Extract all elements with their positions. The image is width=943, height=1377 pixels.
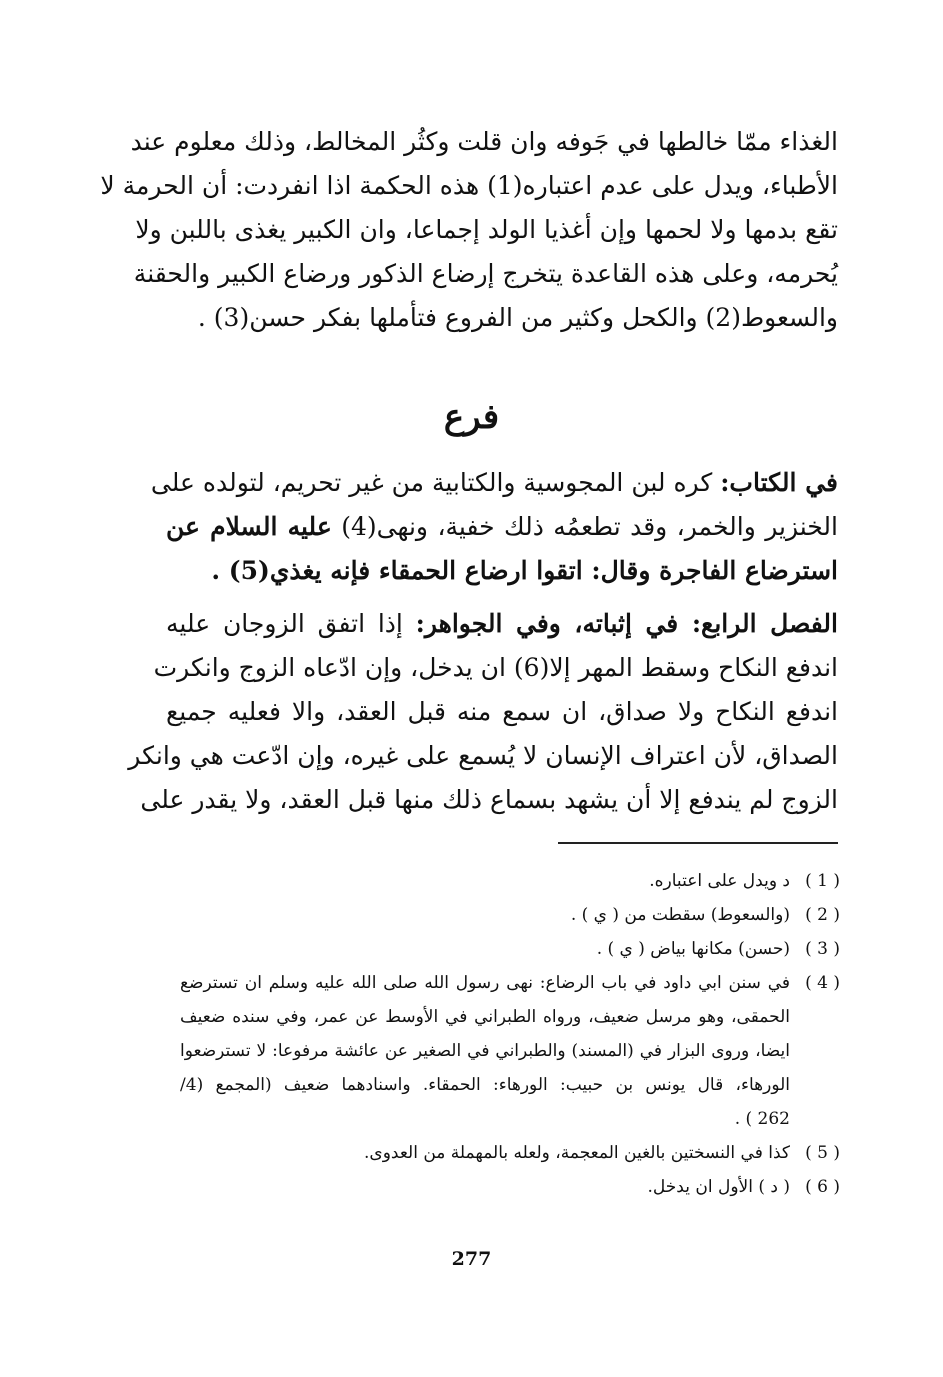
footnote-text — [180, 1170, 790, 1204]
line-text: كره لبن المجوسية والكتابية من غير تحريم، لتولده على — [150, 468, 721, 497]
footnote-text — [180, 932, 790, 966]
footnote-number: ( 6 ) — [805, 1177, 840, 1197]
paragraph-line: اندفع النكاح وسقط المهر إلا(6) ان يدخل، وإن ادّعاه الزوج وانكرت — [153, 653, 838, 682]
page-number: 277 — [451, 1248, 492, 1270]
footnotes — [180, 864, 840, 1204]
footnote-line: د ويدل على اعتباره. — [649, 871, 790, 891]
footnote-line: كذا في النسختين بالغين المعجمة، ولعله بالمهملة من العدوى. — [364, 1143, 790, 1163]
footnote-text — [180, 1136, 790, 1170]
footnote-divider — [558, 842, 838, 844]
paragraph-2 — [150, 461, 838, 593]
footnote-4 — [180, 966, 840, 1136]
footnote-number: ( 1 ) — [805, 871, 840, 891]
paragraph-line: يُحرمه، وعلى هذه القاعدة يتخرج إرضاع الذكور ورضاع الكبير والحقنة — [133, 259, 838, 288]
paragraph-1 — [100, 120, 838, 340]
footnote-line: 262 ) . — [734, 1109, 790, 1129]
footnote-line: الحمقى، وهو مرسل ضعيف، ورواه الطبراني في الأوسط عن عمر، وفي سنده ضعيف — [180, 1007, 790, 1027]
footnote-line: في سنن ابي داود في باب الرضاع: نهى رسول الله صلى الله عليه وسلم ان تسترضع — [180, 973, 790, 993]
paragraph-line: اندفع النكاح ولا صداق، ان سمع منه قبل العقد، والا فعليه جميع — [166, 697, 838, 726]
paragraph-line: والسعوط(2) والكحل وكثير من الفروع فتأملها بفكر حسن(3) . — [197, 303, 838, 332]
bold-lead: الفصل الرابع: في إثباته، وفي الجواهر: — [415, 609, 838, 638]
footnote-6 — [180, 1170, 840, 1204]
paragraph-3 — [128, 602, 838, 822]
paragraph-line: الأطباء، ويدل على عدم اعتباره(1) هذه الحكمة اذا انفردت: أن الحرمة لا — [100, 171, 838, 200]
footnote-number: ( 2 ) — [805, 905, 840, 925]
paragraph-line: استرضاع الفاجرة وقال: اتقوا ارضاع الحمقاء فإنه يغذي(5) . — [211, 556, 838, 585]
footnote-1 — [180, 864, 840, 898]
footnote-text — [180, 966, 790, 1136]
footnote-text — [180, 864, 790, 898]
footnote-3 — [180, 932, 840, 966]
bold-phrase: عليه السلام عن — [166, 512, 332, 541]
line-text: إذا اتفق الزوجان عليه — [166, 609, 416, 638]
footnote-number: ( 5 ) — [805, 1143, 840, 1163]
footnote-line: (حسن) مكانها بياض ( ي ) . — [596, 939, 790, 959]
footnote-line: ايضا، وروى البزار في (المسند) والطبراني في الصغير عن عائشة مرفوعا: لا تسترضعوا — [180, 1041, 790, 1061]
footnote-text — [180, 898, 790, 932]
section-heading: فرع — [443, 397, 500, 437]
bold-lead: في الكتاب: — [720, 468, 838, 497]
footnote-number: ( 4 ) — [805, 973, 840, 993]
footnote-line: ( د ) الأول ان يدخل. — [647, 1177, 790, 1197]
paragraph-line: الصداق، لأن اعتراف الإنسان لا يُسمع على غيره، وإن ادّعت هي وانكر — [128, 741, 838, 770]
paragraph-line: الزوج لم يندفع إلا أن يشهد بسماع ذلك منها قبل العقد، ولا يقدر على — [140, 785, 838, 814]
paragraph-line — [166, 505, 838, 549]
footnote-5 — [180, 1136, 840, 1170]
footnote-line: (والسعوط) سقطت من ( ي ) . — [570, 905, 790, 925]
footnote-line: الورهاء، قال يونس بن حبيب: الورهاء: الحمقاء. واسنادهما ضعيف (المجمع (4/ — [180, 1075, 791, 1095]
line-text: الخنزير والخمر، وقد تطعمُه ذلك خفية، ونهى(4) — [331, 512, 838, 541]
footnote-number: ( 3 ) — [805, 939, 840, 959]
paragraph-line: تقع بدمها ولا لحمها وإن أغذيا الولد إجماعا، وان الكبير يغذى باللبن ولا — [135, 215, 838, 244]
paragraph-line: الغذاء ممّا خالطها في جَوفه وان قلت وكثُر المخالط، وذلك معلوم عند — [130, 127, 838, 156]
paragraph-line — [166, 602, 838, 646]
paragraph-line — [150, 461, 838, 505]
footnote-2 — [180, 898, 840, 932]
